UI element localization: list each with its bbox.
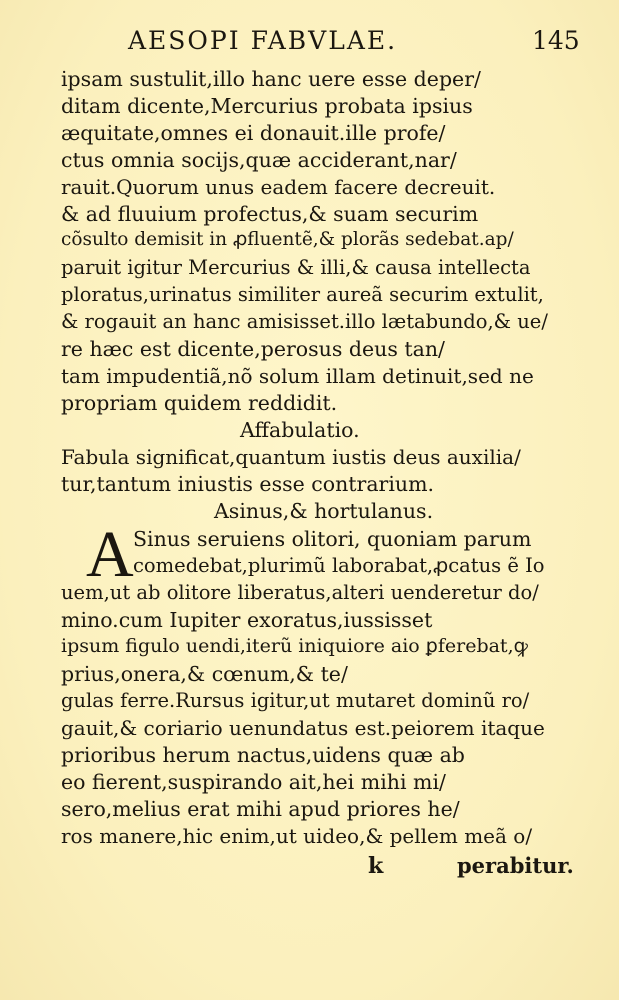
text-line: propriam quidem reddidit.: [61, 391, 338, 415]
text-line: sero,melius erat mihi apud priores he/: [61, 797, 460, 821]
text-line: uem,ut ab olitore liberatus,alteri uenderetur do/: [61, 581, 539, 604]
text-line: re hæc est dicente,perosus deus tan/: [61, 337, 445, 361]
text-line: rauit.Quorum unus eadem facere decreuit.: [61, 175, 496, 199]
text-line: gulas ferre.Rursus igitur,ut mutaret dominũ ro/: [61, 689, 530, 712]
text-line: ipsam sustulit,illo hanc uere esse deper/: [61, 67, 481, 91]
text-line: ditam dicente,Mercurius probata ipsius: [61, 94, 473, 118]
text-line: cõsulto demisit in ꝓfluentẽ,& plorãs sedebat.ap/: [61, 229, 514, 250]
fable-title: Asinus,& hortulanus.: [214, 499, 434, 523]
text-line: ros manere,hic enim,ut uideo,& pellem meã o/: [61, 824, 533, 848]
text-line: tam impudentiã,nõ solum illam detinuit,sed ne: [61, 364, 534, 388]
text-line: mino.cum Iupiter exoratus,iussisset: [61, 608, 433, 632]
text-line: ploratus,urinatus similiter aureã securim extulit,: [61, 283, 544, 306]
text-line: comedebat,plurimũ laborabat,ꝓcatus ẽ Io: [133, 554, 545, 577]
text-line: prioribus herum nactus,uidens quæ ab: [61, 743, 465, 767]
page-number: 145: [532, 26, 580, 55]
text-line: ctus omnia socijs,quæ acciderant,nar/: [61, 148, 457, 172]
moral-line: Fabula significat,quantum iustis deus auxilia/: [61, 445, 521, 469]
text-line: Sinus seruiens olitori, quoniam parum: [133, 527, 532, 551]
text-line: prius,onera,& cœnum,& te/: [61, 662, 348, 686]
text-line: paruit igitur Mercurius & illi,& causa intellecta: [61, 256, 531, 279]
text-line: & rogauit an hanc amisisset.illo lætabundo,& ue/: [61, 310, 548, 333]
text-line: eo fierent,suspirando ait,hei mihi mi/: [61, 770, 446, 794]
signature-mark: k: [368, 853, 384, 879]
text-line: ipsum figulo uendi,iterũ iniquiore aio ꝑferebat,ꝙ: [61, 635, 528, 657]
catchword: perabitur.: [457, 853, 574, 878]
text-line: æquitate,omnes ei donauit.ille profe/: [61, 121, 446, 145]
moral-line: tur,tantum iniustis esse contrarium.: [61, 472, 435, 496]
text-line: gauit,& coriario uenundatus est.peiorem itaque: [61, 716, 545, 740]
running-title: AESOPI FABVLAE.: [128, 26, 398, 55]
text-line: & ad fluuium profectus,& suam securim: [61, 202, 479, 226]
drop-cap: A: [86, 518, 134, 591]
affabulatio-heading: Affabulatio.: [240, 418, 360, 442]
